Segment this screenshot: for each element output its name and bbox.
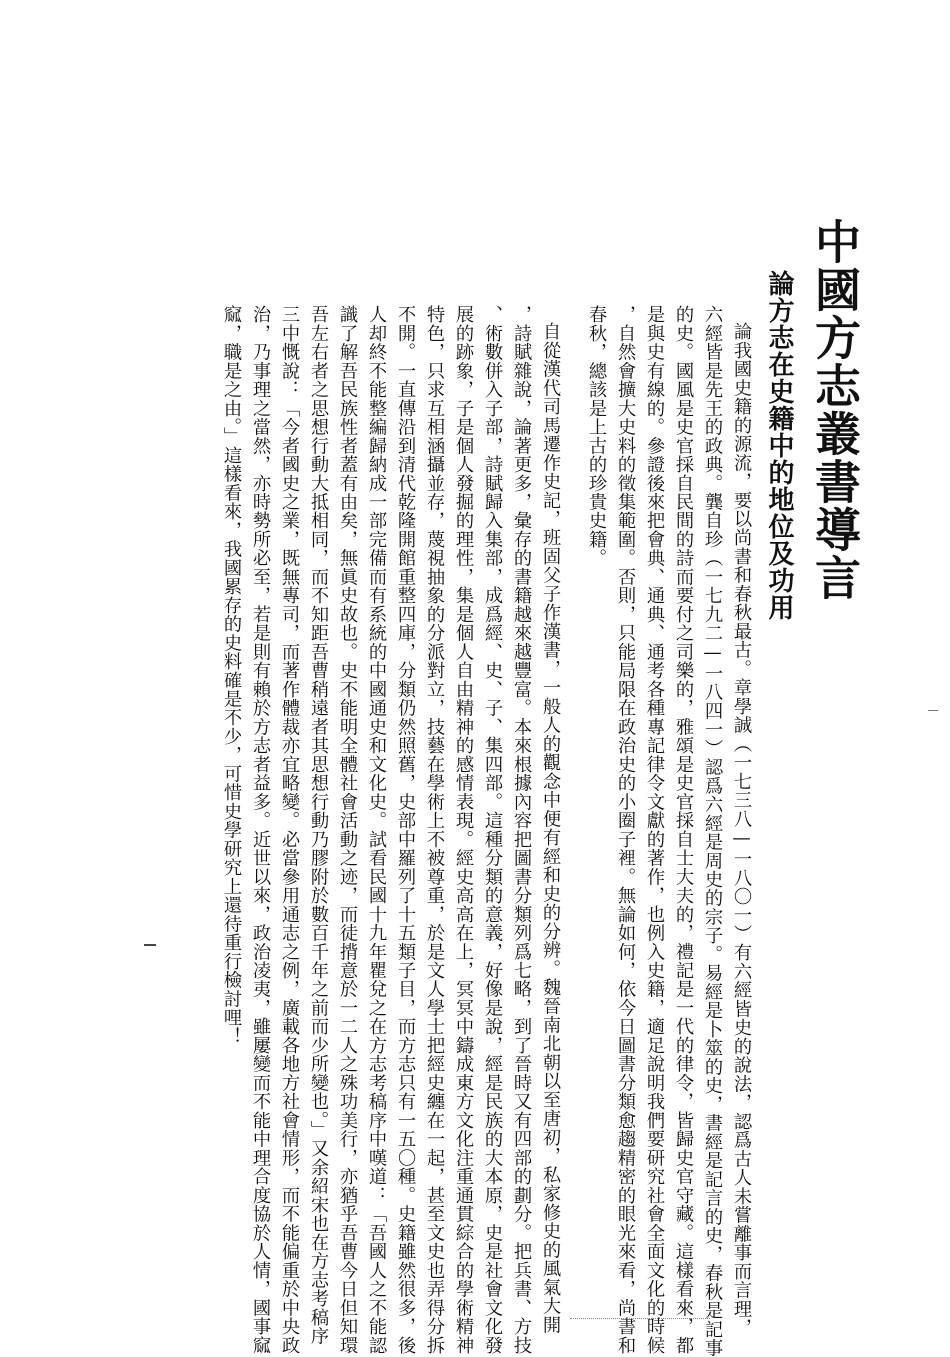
body-column: 特色，只求互相涵攝並存，蔑視抽象的分派對立，技藝在學術上不被尊重，於是文人學士把經史纏在一起，甚至文史也弄得分拆 (424, 305, 445, 1355)
body-column: 人却終不能整編歸納成一部完備而有系統的中國通史和文化史。試看民國十九年瞿兌之在方志考稿序中嘆道：「吾國人之不能認 (366, 305, 387, 1355)
scan-mark (144, 944, 156, 946)
body-column: 吾左右者之思想行動大抵相同，而不知距吾曹稍遠者其思想行動乃膠附於數百千年之前而少所變也。」又余紹宋也在方志考稿序 (308, 305, 329, 1346)
page-subtitle: 論方志在史籍中的地位及功用 (764, 270, 794, 621)
body-column: 六經皆是先王的政典。龔自珍（一七九二—一八四一）認爲六經是周史的宗子。易經是卜筮的史，書經是記言的史，春秋是記事 (702, 305, 723, 1357)
body-column: ，詩賦雜說，論著更多，彙存的書籍越來越豐富。本來根據內容把圖書分類列爲七略，到了晉時又有四部的劃分。把兵書、方技 (511, 305, 532, 1355)
body-column: 的史。國風是史官採自民間的詩而要付之司樂的，雅頌是史官採自士大夫的，禮記是一代的律令，皆歸史官守藏。這樣看來，都 (673, 305, 694, 1355)
scan-mark (570, 1318, 710, 1321)
body-column: 窳，職是之由。」這樣看來，我國累存的史料確是不少，可惜史學研究上還待重行檢討哩！ (221, 305, 242, 1046)
body-column: 三中慨說：「今者國史之業，既無專司，而著作體裁亦宜略變。必當參用通志之例，廣載各地方社會情形，而不能偏重於中央政 (279, 305, 300, 1355)
body-column: 春秋，總該是上古的珍貴史籍。 (586, 305, 607, 568)
page-title: 中國方志叢書導言 (808, 218, 862, 602)
scan-mark (928, 710, 938, 711)
body-column: 不開。一直傳沿到清代乾隆開館重整四庫，分類仍然照舊，史部中羅列了十五類子目，而方志只有一五〇種。史籍雖然很多，後 (395, 305, 416, 1355)
body-column: 是與史有線的。參證後來把會典、通典、通考各種專記律令文獻的著作，也例入史籍，適足說明我們要研究社會全面文化的時候 (644, 305, 665, 1355)
body-column: 、術數併入子部，詩賦歸入集部，成爲經、史、子、集四部。這種分類的意義，好像是說，經是民族的大本原，史是社會文化發 (482, 305, 503, 1355)
body-column: 治，乃事理之當然，亦時勢所必至，若是則有賴於方志者益多。近世以來，政治凌夷，雖屢變而不能中理合度協於人情，國事窳 (250, 305, 271, 1355)
body-column: ，自然會擴大史料的徵集範圍。否則，只能局限在政治史的小圈子裡。無論如何，依今日圖書分類愈趨精密的眼光來看，尚書和 (615, 305, 636, 1355)
body-column: 自從漢代司馬遷作史記，班固父子作漢書，一般人的觀念中便有經和史的分辨。魏晉南北朝以至唐初，私家修史的風氣大開 (540, 322, 561, 1334)
body-column: 論我國史籍的源流，要以尚書和春秋最古。章學誠（一七三八—一八〇一）有六經皆史的說法，認爲古人未嘗離事而言理， (731, 322, 752, 1337)
body-column: 識了解吾民族性者蓋有由矣，無眞史故也。史不能明全體社會活動之迹，而徒揹意於一二人之殊功美行，亦猶乎吾曹今日但知環 (337, 305, 358, 1355)
body-column: 展的跡象，子是個人發掘的理性，集是個人自由精神的感情表現。經史高高在上，冥冥中鑄成東方文化注重通貫綜合的學術精神 (453, 305, 474, 1355)
